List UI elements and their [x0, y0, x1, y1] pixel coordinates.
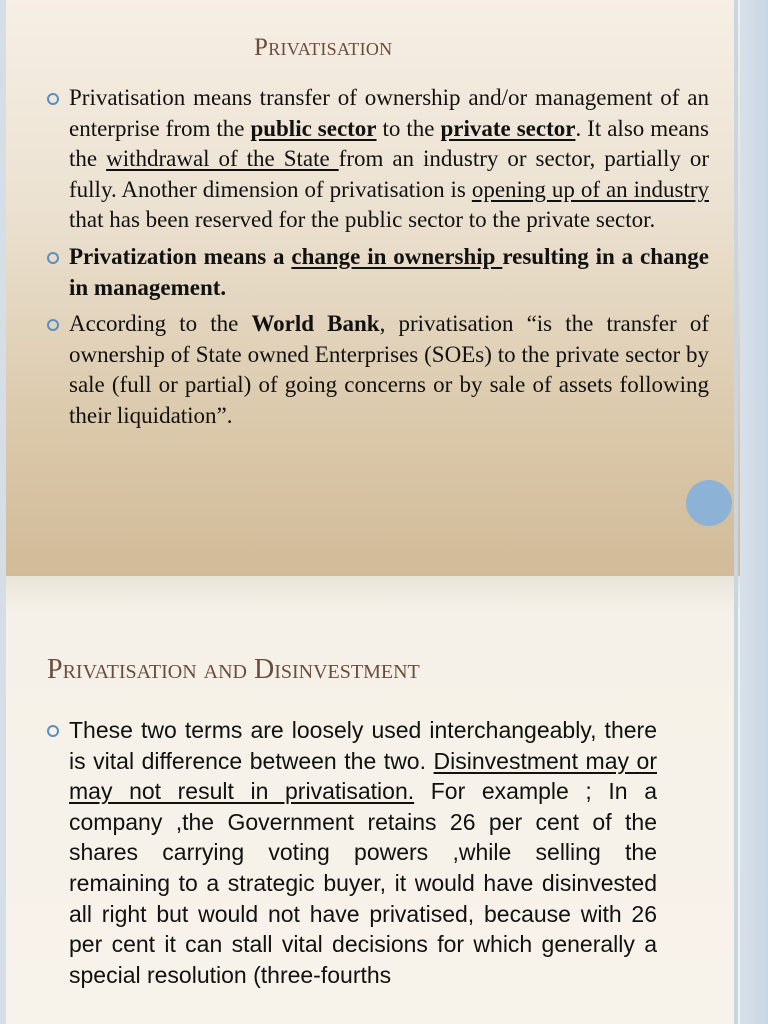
left-edge-line	[0, 0, 6, 576]
right-edge-stripe	[734, 0, 738, 576]
underlined-phrase: change in ownership	[291, 243, 503, 269]
bullet-item: Privatisation means transfer of ownership and/or management of an enterprise from the public sector to the private sector. It also means the withdrawal of the State from an industry or sector, partially or fully. Another dimension of privatisation is opening up of an industry that has been reserved for the public sector to the private sector.	[47, 83, 709, 236]
right-edge-stripe	[734, 576, 738, 1024]
left-edge-line	[0, 576, 6, 1024]
underlined-term: public sector	[250, 115, 377, 141]
slide-title: Privatisation	[254, 34, 393, 61]
underlined-term: private sector	[440, 115, 576, 141]
decorative-circle-icon	[686, 480, 732, 526]
right-edge-band	[740, 576, 768, 1024]
bold-term: World Bank	[251, 311, 380, 337]
bullet-item: Privatization means a change in ownership resulting in a change in management.	[47, 242, 709, 303]
underlined-phrase: withdrawal of the State	[106, 146, 339, 172]
slide-title: Privatisation and Disinvestment	[47, 654, 420, 685]
bullet-item: These two terms are loosely used interchangeably, there is vital difference between the two. Disinvestment may or may not result in privatisation. For example ; In a company ,the Government retains 26 per cent of the shares carrying voting powers ,while selling the remaining to a strategic buyer, it would have disinvested all right but would not have privatised, because with 26 per cent it can stall vital decisions for which generally a special resolution (three-fourths	[47, 715, 657, 990]
bullet-item: According to the World Bank, privatisation “is the transfer of ownership of State owned Enterprises (SOEs) to the private sector by sale (full or partial) of going concerns or by sale of assets following their liquidation”.	[47, 309, 709, 431]
right-edge-band	[740, 0, 768, 576]
underlined-phrase: opening up of an industry	[471, 176, 709, 202]
bullet-circle-icon	[47, 252, 59, 264]
bullet-circle-icon	[47, 725, 59, 737]
bullet-circle-icon	[47, 93, 59, 105]
bullet-list	[47, 83, 709, 438]
bullet-list	[47, 715, 657, 990]
underlined-phrase: Disinvestment may or may not result in privatisation.	[69, 747, 657, 805]
bullet-circle-icon	[47, 319, 59, 331]
